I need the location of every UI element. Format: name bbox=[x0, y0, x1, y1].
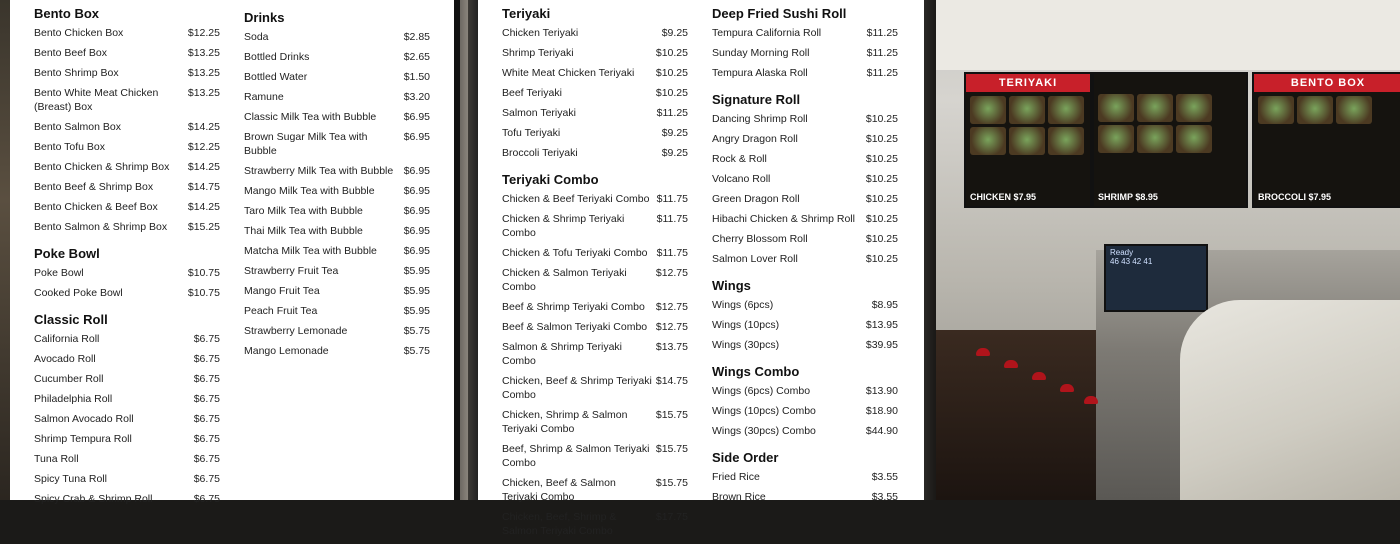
menu-item-name: Thai Milk Tea with Bubble bbox=[244, 225, 363, 237]
menu-item-price: $10.25 bbox=[865, 253, 898, 265]
menu-item-price: $5.75 bbox=[403, 345, 430, 357]
menu-item-name: Chicken & Beef Teriyaki Combo bbox=[502, 193, 650, 205]
food-tile bbox=[1137, 125, 1173, 153]
menu-item-name: Wings (30pcs) bbox=[712, 339, 780, 351]
menu-item-name: Salmon Lover Roll bbox=[712, 253, 798, 265]
menu-item bbox=[244, 90, 430, 104]
menu-item-name: Peach Fruit Tea bbox=[244, 305, 318, 317]
menu-item-name: Soda bbox=[244, 31, 269, 43]
menu-item bbox=[502, 126, 688, 140]
menu-item-name: Salmon & Shrimp Teriyaki Combo bbox=[502, 341, 623, 367]
menu-item bbox=[34, 120, 220, 134]
menu-item bbox=[244, 30, 430, 44]
menu-item-price: $10.25 bbox=[865, 133, 898, 145]
menu-item bbox=[502, 146, 688, 160]
menu-item-price: $11.75 bbox=[656, 247, 688, 259]
menu-item-name: Bento Chicken Box bbox=[34, 27, 124, 39]
menu-item-price: $11.75 bbox=[656, 213, 688, 225]
dining-area bbox=[936, 330, 1106, 500]
menu-item-price: $39.95 bbox=[865, 339, 898, 351]
menu-item bbox=[502, 26, 688, 40]
menu-item-name: Chicken, Shrimp & Salmon Teriyaki Combo bbox=[502, 409, 628, 435]
menu-item-name: Dancing Shrimp Roll bbox=[712, 113, 808, 125]
menu-item-name: Tempura Alaska Roll bbox=[712, 67, 808, 79]
menu-item-price: $12.25 bbox=[187, 27, 220, 39]
menu-item bbox=[502, 408, 688, 436]
menu-item-price: $6.95 bbox=[403, 225, 430, 237]
menu-item-name: Fried Rice bbox=[712, 471, 760, 483]
menu-item-name: Beef Teriyaki bbox=[502, 87, 562, 99]
menu-panel-right bbox=[478, 0, 922, 537]
menu-item bbox=[244, 164, 430, 178]
menu-item-price: $13.25 bbox=[187, 47, 220, 59]
food-tile bbox=[1137, 94, 1173, 122]
menu-item-name: Rock & Roll bbox=[712, 153, 767, 165]
menu-item-name: Taro Milk Tea with Bubble bbox=[244, 205, 363, 217]
menu-item bbox=[502, 46, 688, 60]
menu-item bbox=[244, 224, 430, 238]
menu-item-name: Shrimp Tempura Roll bbox=[34, 433, 132, 445]
menu-screen-tiles bbox=[1254, 92, 1400, 128]
menu-item-name: Strawberry Lemonade bbox=[244, 325, 348, 337]
menu-item bbox=[502, 442, 688, 470]
menu-item bbox=[34, 372, 220, 386]
menu-item-name: Bottled Drinks bbox=[244, 51, 310, 63]
menu-item-price: $11.25 bbox=[866, 67, 898, 79]
menu-item-price: $15.25 bbox=[187, 221, 220, 233]
menu-item-name: Bento Salmon & Shrimp Box bbox=[34, 221, 168, 233]
section-title-teriyaki: Teriyaki bbox=[502, 6, 551, 21]
food-tile bbox=[1336, 96, 1372, 124]
menu-item bbox=[502, 510, 688, 538]
menu-column-4 bbox=[712, 0, 898, 510]
menu-item-name: Volcano Roll bbox=[712, 173, 771, 185]
menu-item bbox=[244, 110, 430, 124]
menu-item-price: $13.75 bbox=[655, 341, 688, 353]
menu-item-price: $14.25 bbox=[187, 121, 220, 133]
menu-item bbox=[244, 304, 430, 318]
menu-item-name: Chicken, Beef & Salmon Teriyaki Combo bbox=[502, 477, 616, 503]
menu-item-name: Broccoli Teriyaki bbox=[502, 147, 578, 159]
menu-item-price: $3.55 bbox=[871, 491, 898, 503]
menu-item-name: Hibachi Chicken & Shrimp Roll bbox=[712, 213, 855, 225]
menu-item-price: $3.55 bbox=[871, 471, 898, 483]
menu-item-name: Wings (10pcs) bbox=[712, 319, 780, 331]
menu-item bbox=[712, 252, 898, 266]
menu-item-price: $1.50 bbox=[403, 71, 430, 83]
menu-item bbox=[244, 50, 430, 64]
menu-item-name: Chicken & Shrimp Teriyaki Combo bbox=[502, 213, 625, 239]
menu-item-price: $5.95 bbox=[403, 265, 430, 277]
menu-item-price: $10.25 bbox=[865, 113, 898, 125]
menu-screen-label: SHRIMP $8.95 bbox=[1098, 192, 1158, 202]
menu-screen-label: BROCCOLI $7.95 bbox=[1258, 192, 1332, 202]
menu-item bbox=[34, 86, 220, 114]
menu-item bbox=[502, 66, 688, 80]
menu-item bbox=[712, 318, 898, 332]
menu-item-price: $6.75 bbox=[193, 393, 220, 405]
menu-item-name: Tofu Teriyaki bbox=[502, 127, 561, 139]
menu-item-name: Strawberry Milk Tea with Bubble bbox=[244, 165, 394, 177]
menu-item-price: $14.25 bbox=[187, 201, 220, 213]
menu-item-name: Poke Bowl bbox=[34, 267, 84, 279]
menu-item bbox=[244, 130, 430, 158]
section-title-drinks: Drinks bbox=[244, 10, 285, 25]
menu-item-name: Mango Lemonade bbox=[244, 345, 329, 357]
menu-item-price: $9.25 bbox=[661, 27, 688, 39]
menu-item bbox=[34, 492, 220, 506]
menu-item-price: $11.25 bbox=[866, 47, 898, 59]
menu-item-price: $6.75 bbox=[193, 493, 220, 505]
menu-item-name: Classic Milk Tea with Bubble bbox=[244, 111, 377, 123]
food-tile bbox=[1098, 94, 1134, 122]
section-title-signature-roll: Signature Roll bbox=[712, 92, 801, 107]
menu-item-name: Green Dragon Roll bbox=[712, 193, 800, 205]
menu-item bbox=[34, 140, 220, 154]
menu-item-price: $3.20 bbox=[403, 91, 430, 103]
food-tile bbox=[1098, 125, 1134, 153]
menu-item-price: $12.75 bbox=[655, 301, 688, 313]
menu-item-name: Matcha Milk Tea with Bubble bbox=[244, 245, 377, 257]
menu-item-price: $2.65 bbox=[403, 51, 430, 63]
left-photo-strip bbox=[0, 0, 10, 500]
menu-item bbox=[34, 332, 220, 346]
pendant-lamp bbox=[976, 348, 990, 356]
restaurant-photo bbox=[936, 0, 1400, 500]
menu-item-name: Strawberry Fruit Tea bbox=[244, 265, 339, 277]
menu-item bbox=[712, 424, 898, 438]
menu-item-name: Cooked Poke Bowl bbox=[34, 287, 123, 299]
menu-item bbox=[502, 320, 688, 334]
menu-item-name: Bento Salmon Box bbox=[34, 121, 121, 133]
menu-item-price: $6.95 bbox=[403, 205, 430, 217]
menu-item-name: Bento Chicken & Beef Box bbox=[34, 201, 158, 213]
menu-item-price: $6.75 bbox=[193, 333, 220, 345]
menu-item-price: $44.90 bbox=[865, 425, 898, 437]
menu-item-name: Tempura California Roll bbox=[712, 27, 822, 39]
menu-item bbox=[244, 70, 430, 84]
menu-item bbox=[34, 46, 220, 60]
menu-item-name: Chicken, Beef & Shrimp Teriyaki Combo bbox=[502, 375, 652, 401]
menu-item bbox=[244, 284, 430, 298]
menu-item bbox=[502, 86, 688, 100]
menu-item bbox=[502, 212, 688, 240]
menu-item-price: $5.95 bbox=[403, 305, 430, 317]
section-title-poke-bowl: Poke Bowl bbox=[34, 246, 100, 261]
menu-item-price: $10.25 bbox=[865, 233, 898, 245]
menu-item bbox=[244, 184, 430, 198]
menu-item-price: $6.75 bbox=[193, 413, 220, 425]
menu-item bbox=[712, 338, 898, 352]
menu-item bbox=[34, 452, 220, 466]
menu-item bbox=[244, 244, 430, 258]
menu-item-name: Brown Rice bbox=[712, 491, 766, 503]
menu-item-price: $6.95 bbox=[403, 245, 430, 257]
menu-item-price: $11.25 bbox=[866, 27, 898, 39]
food-tile bbox=[1048, 96, 1084, 124]
menu-item bbox=[34, 66, 220, 80]
ceiling bbox=[936, 0, 1400, 70]
menu-item bbox=[712, 192, 898, 206]
menu-column-2 bbox=[244, 0, 430, 364]
menu-item bbox=[712, 490, 898, 504]
menu-item bbox=[34, 392, 220, 406]
menu-item-name: Mango Milk Tea with Bubble bbox=[244, 185, 375, 197]
menu-item-price: $10.25 bbox=[865, 173, 898, 185]
menu-item-price: $6.95 bbox=[403, 111, 430, 123]
menu-item bbox=[712, 66, 898, 80]
menu-item-name: Wings (10pcs) Combo bbox=[712, 405, 816, 417]
menu-item bbox=[502, 340, 688, 368]
menu-item-price: $6.95 bbox=[403, 165, 430, 177]
menu-item-name: Wings (6pcs) Combo bbox=[712, 385, 811, 397]
food-tile bbox=[1009, 127, 1045, 155]
menu-item-name: Angry Dragon Roll bbox=[712, 133, 798, 145]
menu-item-name: Wings (30pcs) Combo bbox=[712, 425, 816, 437]
menu-item bbox=[244, 344, 430, 358]
menu-item bbox=[502, 192, 688, 206]
menu-item-price: $15.75 bbox=[655, 443, 688, 455]
menu-item-name: California Roll bbox=[34, 333, 100, 345]
menu-item-name: Mango Fruit Tea bbox=[244, 285, 320, 297]
menu-item bbox=[712, 46, 898, 60]
menu-item bbox=[34, 200, 220, 214]
menu-item bbox=[244, 264, 430, 278]
menu-item-price: $10.25 bbox=[655, 87, 688, 99]
pendant-lamp bbox=[1004, 360, 1018, 368]
menu-item-price: $6.75 bbox=[193, 373, 220, 385]
menu-item bbox=[712, 232, 898, 246]
food-tile bbox=[1297, 96, 1333, 124]
menu-screen-tiles bbox=[1094, 74, 1246, 157]
menu-item-price: $11.25 bbox=[656, 107, 688, 119]
menu-item-price: $10.25 bbox=[865, 153, 898, 165]
menu-item-name: Cucumber Roll bbox=[34, 373, 104, 385]
menu-item-price: $5.95 bbox=[403, 285, 430, 297]
menu-item-name: Salmon Avocado Roll bbox=[34, 413, 134, 425]
menu-item-price: $13.25 bbox=[187, 67, 220, 79]
menu-screen-label: CHICKEN $7.95 bbox=[970, 192, 1037, 202]
menu-item-name: Spicy Crab & Shrimp Roll bbox=[34, 493, 153, 505]
menu-item-name: Brown Sugar Milk Tea with Bubble bbox=[244, 131, 368, 157]
section-title-wings: Wings bbox=[712, 278, 751, 293]
order-ready-board bbox=[1104, 244, 1208, 312]
menu-item-price: $14.75 bbox=[655, 375, 688, 387]
menu-item-price: $18.90 bbox=[865, 405, 898, 417]
menu-item-name: Salmon Teriyaki bbox=[502, 107, 576, 119]
menu-item-price: $10.25 bbox=[865, 193, 898, 205]
menu-item-price: $15.75 bbox=[655, 477, 688, 489]
menu-item-name: Bento Tofu Box bbox=[34, 141, 106, 153]
menu-item-price: $9.25 bbox=[661, 127, 688, 139]
menu-item bbox=[34, 472, 220, 486]
menu-item bbox=[502, 106, 688, 120]
menu-item bbox=[244, 204, 430, 218]
menu-item bbox=[502, 246, 688, 260]
section-title-classic-roll: Classic Roll bbox=[34, 312, 108, 327]
menu-item-price: $12.75 bbox=[655, 321, 688, 333]
menu-item-name: Shrimp Teriyaki bbox=[502, 47, 574, 59]
menu-item-price: $10.25 bbox=[655, 67, 688, 79]
menu-item-price: $17.75 bbox=[655, 511, 688, 523]
menu-item-name: Beef, Shrimp & Salmon Teriyaki Combo bbox=[502, 443, 650, 469]
menu-item-name: Beef & Salmon Teriyaki Combo bbox=[502, 321, 648, 333]
menu-screen-bento bbox=[1252, 72, 1400, 208]
menu-item bbox=[502, 300, 688, 314]
menu-item bbox=[712, 132, 898, 146]
menu-item bbox=[34, 26, 220, 40]
menu-item bbox=[34, 220, 220, 234]
menu-item-price: $14.25 bbox=[187, 161, 220, 173]
menu-item bbox=[34, 412, 220, 426]
menu-item-name: Ramune bbox=[244, 91, 284, 103]
menu-item-price: $15.75 bbox=[655, 409, 688, 421]
menu-item-price: $6.95 bbox=[403, 131, 430, 143]
section-title-side-order: Side Order bbox=[712, 450, 779, 465]
menu-item-price: $13.90 bbox=[865, 385, 898, 397]
menu-item-name: Bottled Water bbox=[244, 71, 308, 83]
menu-item-price: $6.75 bbox=[193, 433, 220, 445]
menu-item-price: $10.75 bbox=[187, 287, 220, 299]
middle-photo-strip bbox=[454, 0, 478, 500]
menu-item bbox=[34, 266, 220, 280]
menu-item-price: $10.25 bbox=[655, 47, 688, 59]
menu-item-name: Bento White Meat Chicken (Breast) Box bbox=[34, 87, 159, 113]
pendant-lamp bbox=[1084, 396, 1098, 404]
menu-item-name: Tuna Roll bbox=[34, 453, 79, 465]
menu-item-name: Cherry Blossom Roll bbox=[712, 233, 808, 245]
food-tile bbox=[970, 96, 1006, 124]
menu-item-name: Sunday Morning Roll bbox=[712, 47, 810, 59]
menu-item-name: Wings (6pcs) bbox=[712, 299, 774, 311]
menu-item bbox=[712, 112, 898, 126]
menu-item-price: $12.25 bbox=[187, 141, 220, 153]
food-tile bbox=[1258, 96, 1294, 124]
menu-screen-middle bbox=[1092, 72, 1248, 208]
menu-item bbox=[712, 384, 898, 398]
menu-item-price: $6.75 bbox=[193, 453, 220, 465]
menu-screen-title: TERIYAKI bbox=[966, 74, 1090, 92]
menu-item-name: Spicy Tuna Roll bbox=[34, 473, 107, 485]
menu-item-price: $14.75 bbox=[187, 181, 220, 193]
menu-item-name: Bento Beef & Shrimp Box bbox=[34, 181, 154, 193]
section-title-wings-combo: Wings Combo bbox=[712, 364, 800, 379]
food-tile bbox=[970, 127, 1006, 155]
menu-screen-title: BENTO BOX bbox=[1254, 74, 1400, 92]
food-tile bbox=[1009, 96, 1045, 124]
menu-item-name: Chicken & Tofu Teriyaki Combo bbox=[502, 247, 648, 259]
menu-item-name: Philadelphia Roll bbox=[34, 393, 113, 405]
section-title-deep-fried-sushi-roll: Deep Fried Sushi Roll bbox=[712, 6, 847, 21]
menu-item-price: $10.25 bbox=[865, 213, 898, 225]
menu-item-price: $10.75 bbox=[187, 267, 220, 279]
menu-item bbox=[712, 470, 898, 484]
menu-item-name: Beef & Shrimp Teriyaki Combo bbox=[502, 301, 645, 313]
menu-item-name: Bento Shrimp Box bbox=[34, 67, 119, 79]
menu-item bbox=[34, 432, 220, 446]
menu-item-name: Bento Chicken & Shrimp Box bbox=[34, 161, 170, 173]
menu-item bbox=[712, 152, 898, 166]
pendant-lamp bbox=[1032, 372, 1046, 380]
menu-item-name: Bento Beef Box bbox=[34, 47, 107, 59]
menu-item-name: Chicken, Beef, Shrimp & Salmon Teriyaki Combo bbox=[502, 511, 617, 537]
menu-panel-left bbox=[10, 0, 454, 505]
menu-item bbox=[712, 26, 898, 40]
menu-item-name: Avocado Roll bbox=[34, 353, 96, 365]
section-title-bento-box: Bento Box bbox=[34, 6, 99, 21]
menu-screen-tiles bbox=[966, 92, 1090, 159]
food-tile bbox=[1048, 127, 1084, 155]
order-ready-numbers: 46 43 42 41 bbox=[1110, 257, 1153, 266]
menu-item-price: $5.75 bbox=[403, 325, 430, 337]
food-tile bbox=[1176, 94, 1212, 122]
menu-item bbox=[34, 160, 220, 174]
order-ready-title: Ready bbox=[1110, 248, 1134, 257]
menu-item-price: $12.75 bbox=[655, 267, 688, 279]
pendant-lamp bbox=[1060, 384, 1074, 392]
menu-item bbox=[712, 212, 898, 226]
menu-item-price: $2.85 bbox=[403, 31, 430, 43]
divider-strip bbox=[922, 0, 936, 500]
menu-item-price: $11.75 bbox=[656, 193, 688, 205]
section-title-teriyaki-combo: Teriyaki Combo bbox=[502, 172, 599, 187]
person-jacket bbox=[1180, 300, 1400, 500]
menu-screen-teriyaki bbox=[964, 72, 1092, 208]
menu-column-3 bbox=[502, 0, 688, 544]
menu-item bbox=[34, 180, 220, 194]
menu-item-price: $8.95 bbox=[871, 299, 898, 311]
menu-item bbox=[502, 266, 688, 294]
menu-item bbox=[712, 404, 898, 418]
menu-item bbox=[34, 352, 220, 366]
food-tile bbox=[1176, 125, 1212, 153]
menu-item-price: $9.25 bbox=[661, 147, 688, 159]
menu-item bbox=[34, 286, 220, 300]
menu-item-price: $6.75 bbox=[193, 353, 220, 365]
menu-column-1 bbox=[34, 0, 220, 512]
menu-item-price: $6.95 bbox=[403, 185, 430, 197]
menu-item-name: White Meat Chicken Teriyaki bbox=[502, 67, 635, 79]
menu-item bbox=[712, 172, 898, 186]
menu-item-price: $13.95 bbox=[865, 319, 898, 331]
menu-item bbox=[244, 324, 430, 338]
menu-item bbox=[712, 298, 898, 312]
menu-item bbox=[502, 374, 688, 402]
menu-item-name: Chicken & Salmon Teriyaki Combo bbox=[502, 267, 627, 293]
menu-item-price: $13.25 bbox=[187, 87, 220, 99]
menu-item-name: Chicken Teriyaki bbox=[502, 27, 579, 39]
menu-item-price: $6.75 bbox=[193, 473, 220, 485]
